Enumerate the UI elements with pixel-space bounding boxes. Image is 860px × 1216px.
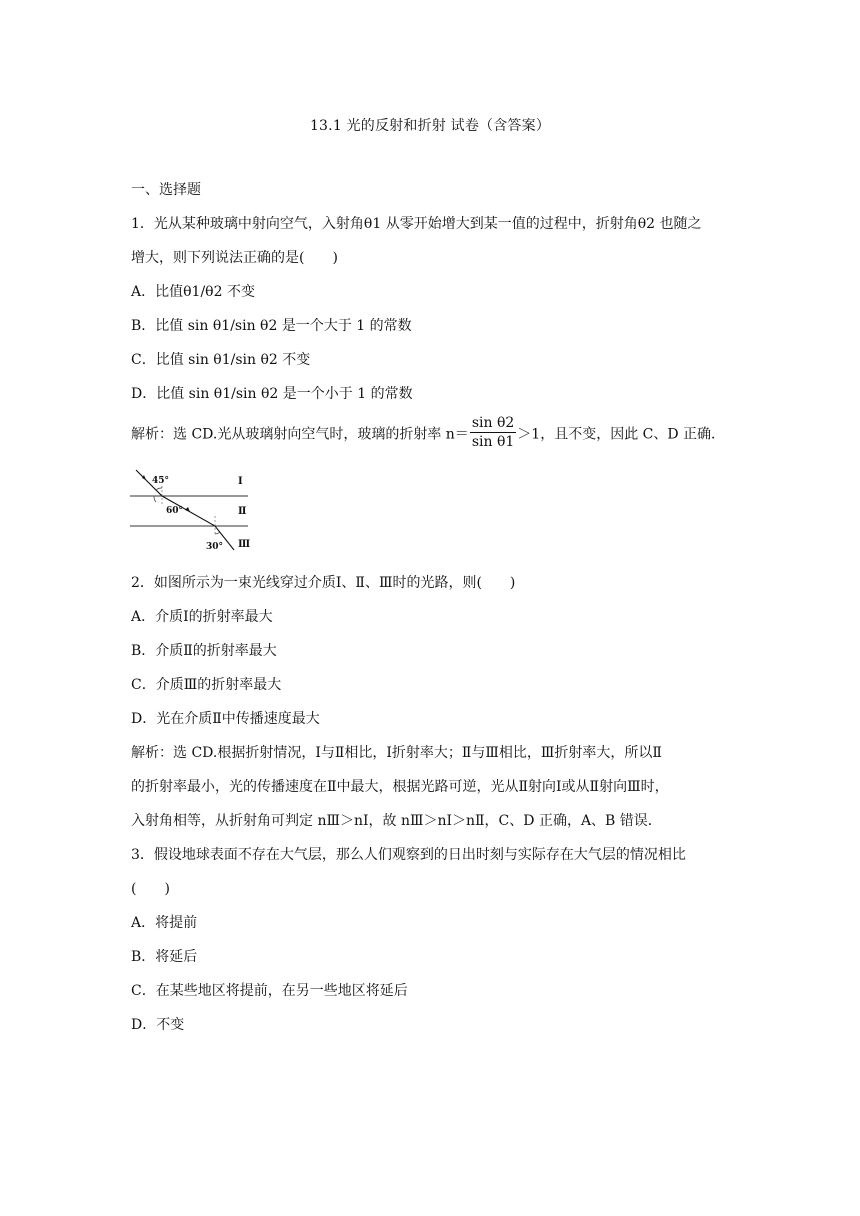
- q3-option-d: D．不变: [131, 1017, 185, 1033]
- medium-label-1: Ⅰ: [238, 476, 243, 487]
- q3-stem-line2: ( ): [131, 881, 170, 897]
- q1-analysis-post: ＞1，且不变，因此 C、D 正确．: [517, 426, 726, 443]
- fraction-numerator: sin θ2: [471, 415, 515, 431]
- q2-option-a: A．介质Ⅰ的折射率最大: [131, 609, 273, 625]
- q1-option-c: C．比值 sin θ1/sin θ2 不变: [131, 352, 311, 368]
- q3-option-b: B．将延后: [131, 949, 198, 965]
- q1-stem-line1: 1．光从某种玻璃中射向空气，入射角θ1 从零开始增大到某一值的过程中，折射角θ2 也随之: [131, 216, 702, 232]
- ray-arrow-1: [142, 475, 146, 480]
- q1-option-d: D．比值 sin θ1/sin θ2 是一个小于 1 的常数: [131, 386, 413, 402]
- angle-label-30: 30°: [206, 542, 224, 552]
- q2-option-d: D．光在介质Ⅱ中传播速度最大: [131, 711, 320, 727]
- q1-option-b: B．比值 sin θ1/sin θ2 是一个大于 1 的常数: [131, 318, 412, 334]
- angle-arc-60: [154, 496, 156, 502]
- medium-label-3: Ⅲ: [238, 539, 250, 550]
- q2-option-b: B．介质Ⅱ的折射率最大: [131, 643, 277, 659]
- q3-stem-line1: 3．假设地球表面不存在大气层，那么人们观察到的日出时刻与实际存在大气层的情况相比: [131, 847, 686, 863]
- q2-analysis-line1: 解析：选 CD.根据折射情况，Ⅰ与Ⅱ相比，Ⅰ折射率大；Ⅱ与Ⅲ相比，Ⅲ折射率大，所以Ⅱ: [131, 745, 662, 761]
- light-path-figure: [130, 462, 250, 554]
- q1-stem-line2: 增大，则下列说法正确的是( ): [131, 250, 338, 266]
- q2-analysis-line2: 的折射率最小，光的传播速度在Ⅱ中最大，根据光路可逆，光从Ⅱ射向Ⅰ或从Ⅱ射向Ⅲ时，: [131, 779, 669, 795]
- q1-analysis-pre: 解析：选 CD.光从玻璃射向空气时，玻璃的折射率 n＝: [131, 426, 469, 443]
- q2-option-c: C．介质Ⅲ的折射率最大: [131, 677, 282, 693]
- q1-option-a: A．比值θ1/θ2 不变: [131, 284, 255, 300]
- angle-label-45: 45°: [152, 476, 170, 486]
- section-heading: 一、选择题: [131, 182, 201, 198]
- q2-stem: 2．如图所示为一束光线穿过介质Ⅰ、Ⅱ、Ⅲ时的光路，则( ): [131, 575, 516, 591]
- q3-option-a: A．将提前: [131, 915, 198, 931]
- angle-label-60: 60°: [166, 506, 184, 516]
- refractive-index-fraction: [470, 414, 516, 451]
- q1-analysis: [131, 416, 731, 453]
- q2-analysis-line3: 入射角相等，从折射角可判定 nⅢ＞nⅠ，故 nⅢ＞nⅠ＞nⅡ，C、D 正确，A、B 错误．: [131, 813, 662, 829]
- q3-option-c: C．在某些地区将提前，在另一些地区将延后: [131, 983, 408, 999]
- angle-arc-30: [215, 532, 220, 534]
- fraction-denominator: sin θ1: [471, 434, 515, 450]
- medium-label-2: Ⅱ: [238, 506, 247, 517]
- ray-arrow-2: [185, 507, 190, 512]
- angle-arc-45: [156, 488, 162, 490]
- document-title: 13.1 光的反射和折射 试卷（含答案）: [309, 118, 551, 134]
